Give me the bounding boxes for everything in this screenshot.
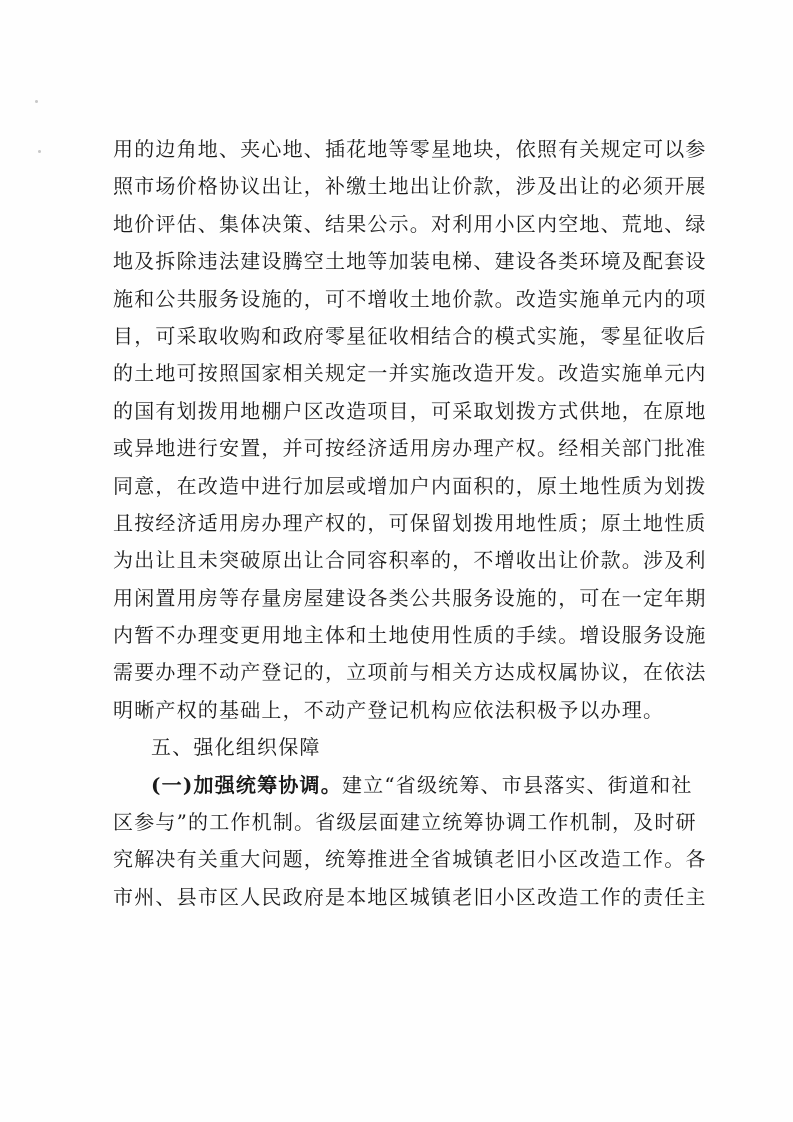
scan-speck (35, 100, 38, 103)
scan-speck (38, 150, 41, 153)
text-line: 用闲置用房等存量房屋建设各类公共服务设施的，可在一定年期 (113, 585, 707, 610)
text-line: 明晰产权的基础上，不动产登记机构应依法积极予以办理。 (113, 697, 665, 722)
text-line: 市州、县市区人民政府是本地区城镇老旧小区改造工作的责任主 (113, 884, 707, 909)
text-line: 照市场价格协议出让，补缴土地出让价款，涉及出让的必须开展 (113, 174, 707, 199)
text-line: 用的边角地、夹心地、插花地等零星地块，依照有关规定可以参 (113, 137, 707, 161)
paragraph-land-policy (113, 131, 707, 729)
text-line: 内暂不办理变更用地主体和土地使用性质的手续。增设服务设施 (113, 623, 707, 648)
text-line: 目，可采取收购和政府零星征收相结合的模式实施，零星征收后 (113, 323, 707, 348)
subsection-title: (一)加强统筹协调。 (151, 772, 342, 797)
text-line: 需要办理不动产登记的，立项前与相关方达成权属协议，在依法 (113, 660, 707, 685)
text-line: 区参与”的工作机制。省级层面建立统筹协调工作机制，及时研 (113, 810, 697, 835)
text-line: 施和公共服务设施的，可不增收土地价款。改造实施单元内的项 (113, 286, 707, 311)
text-line: 地价评估、集体决策、结果公示。对利用小区内空地、荒地、绿 (113, 211, 707, 236)
text-line: 究解决有关重大问题，统筹推进全省城镇老旧小区改造工作。各 (113, 847, 707, 872)
subsection-coordination (113, 767, 707, 917)
text-line: 或异地进行安置，并可按经济适用房办理产权。经相关部门批准 (113, 436, 707, 461)
subsection-first-line (113, 767, 693, 804)
text-line: 的土地可按照国家相关规定一并实施改造开发。改造实施单元内 (113, 361, 707, 386)
text-run: 建立“省级统筹、市县落实、街道和社 (341, 772, 693, 797)
text-line: 的国有划拨用地棚户区改造项目，可采取划拨方式供地，在原地 (113, 398, 707, 423)
text-line: 同意，在改造中进行加层或增加户内面积的，原土地性质为划拨 (113, 473, 707, 498)
text-line: 地及拆除违法建设腾空土地等加装电梯、建设各类环境及配套设 (113, 249, 707, 274)
text-line: 为出让且未突破原出让合同容积率的，不增收出让价款。涉及利 (113, 548, 707, 573)
text-line: 且按经济适用房办理产权的，可保留划拨用地性质；原土地性质 (113, 510, 707, 535)
section-heading: 五、强化组织保障 (151, 735, 321, 760)
document-body (113, 131, 707, 916)
